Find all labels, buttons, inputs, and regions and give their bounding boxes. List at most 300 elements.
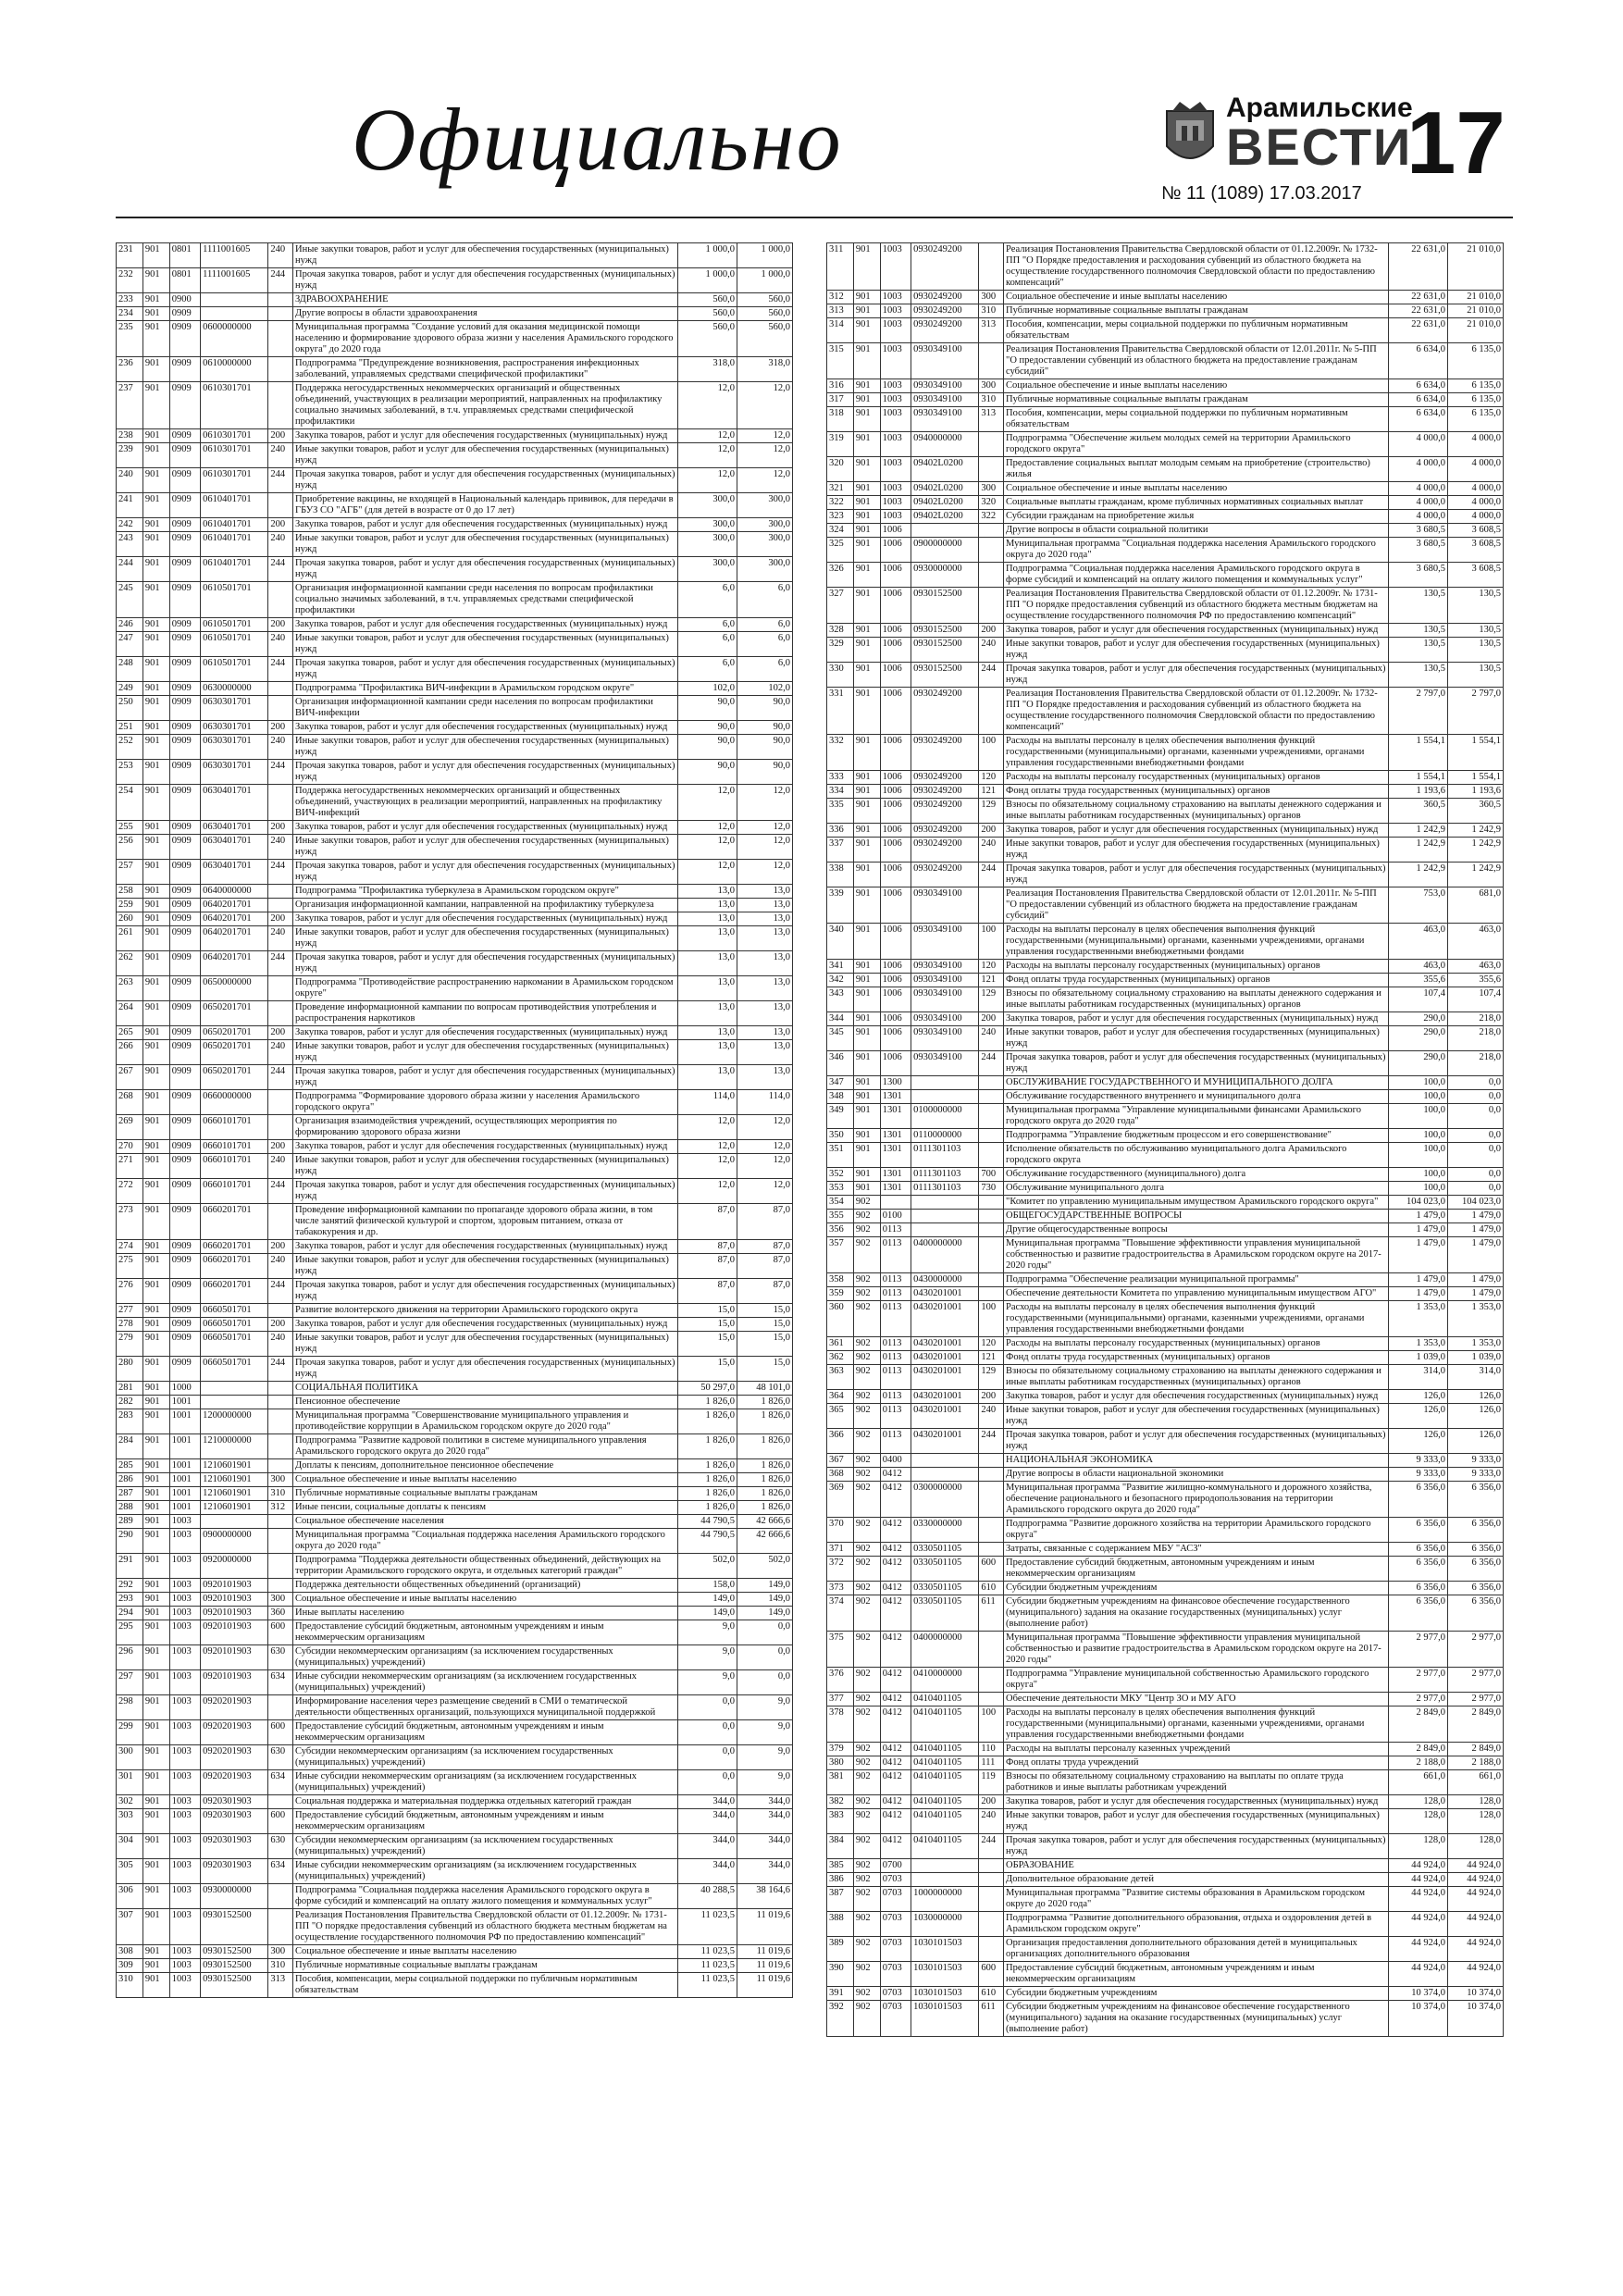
amount-2019: 9 333,0 xyxy=(1447,1468,1503,1482)
row-number: 232 xyxy=(117,268,143,293)
table-row xyxy=(117,1515,793,1529)
section-code: 1003 xyxy=(880,379,911,393)
expense-name: Взносы по обязательному социальному страхованию на выплаты денежного содержания и иные выплаты работникам государственных (муниципальных) органов xyxy=(1004,987,1388,1012)
target-article-code xyxy=(201,1382,268,1396)
amount-2018: 3 680,5 xyxy=(1388,524,1447,538)
amount-2018: 130,5 xyxy=(1388,663,1447,688)
expense-type-code xyxy=(268,1795,293,1809)
amount-2018: 1 479,0 xyxy=(1388,1210,1447,1223)
amount-2018: 4 000,0 xyxy=(1388,432,1447,457)
target-article-code: 0930349100 xyxy=(911,887,979,924)
expense-name: Иные закупки товаров, работ и услуг для обеспечения государственных (муниципальных) нужд xyxy=(1004,638,1388,663)
amount-2018: 6 634,0 xyxy=(1388,379,1447,393)
target-article-code: 0630301701 xyxy=(201,696,268,721)
row-number: 369 xyxy=(827,1482,854,1518)
section-code: 1006 xyxy=(880,688,911,735)
admin-code: 901 xyxy=(142,1909,169,1945)
expense-type-code xyxy=(268,1204,293,1240)
row-number: 291 xyxy=(117,1554,143,1579)
row-number: 319 xyxy=(827,432,854,457)
admin-code: 901 xyxy=(853,588,880,624)
target-article-code: 1210601901 xyxy=(201,1501,268,1515)
admin-code: 902 xyxy=(853,1834,880,1859)
expense-type-code: 360 xyxy=(268,1607,293,1620)
expense-name: ОБРАЗОВАНИЕ xyxy=(1004,1859,1388,1873)
expense-name: Подпрограмма "Социальная поддержка населения Арамильского городского округа в форме субсидий и компенсаций на оплату жилого помещения и коммунальных услуг" xyxy=(1004,563,1388,588)
table-row xyxy=(827,960,1504,974)
target-article-code: 0920301903 xyxy=(201,1809,268,1834)
amount-2019: 44 924,0 xyxy=(1447,1887,1503,1912)
expense-name: Муниципальная программа "Совершенствование муниципального управления и противодействие коррупции в Арамильском городском округе до 2020 года" xyxy=(293,1409,677,1434)
amount-2018: 2 977,0 xyxy=(1388,1668,1447,1693)
section-code: 0412 xyxy=(880,1482,911,1518)
table-row xyxy=(117,1770,793,1795)
expense-type-code: 244 xyxy=(268,468,293,493)
amount-2019: 1 826,0 xyxy=(737,1473,792,1487)
admin-code: 902 xyxy=(853,1482,880,1518)
admin-code: 901 xyxy=(853,318,880,343)
admin-code: 901 xyxy=(142,760,169,785)
row-number: 382 xyxy=(827,1795,854,1809)
table-row xyxy=(827,863,1504,887)
target-article-code xyxy=(911,1454,979,1468)
amount-2018: 300,0 xyxy=(677,493,737,518)
section-code: 1003 xyxy=(880,496,911,510)
amount-2019: 44 924,0 xyxy=(1447,1873,1503,1887)
table-row xyxy=(827,1557,1504,1582)
section-code: 0703 xyxy=(880,1873,911,1887)
section-code: 1003 xyxy=(169,1554,200,1579)
target-article-code: 0930349100 xyxy=(911,1051,979,1076)
expense-type-code xyxy=(979,1287,1004,1301)
row-number: 390 xyxy=(827,1962,854,1987)
amount-2018: 1 826,0 xyxy=(677,1473,737,1487)
section-code: 0909 xyxy=(169,1304,200,1318)
row-number: 380 xyxy=(827,1756,854,1770)
amount-2018: 13,0 xyxy=(677,1026,737,1040)
expense-name: Предоставление субсидий бюджетным, автономным учреждениям и иным некоммерческим организациям xyxy=(1004,1962,1388,1987)
admin-code: 902 xyxy=(853,1518,880,1543)
expense-name: Пенсионное обеспечение xyxy=(293,1396,677,1409)
admin-code: 902 xyxy=(853,1693,880,1706)
row-number: 271 xyxy=(117,1154,143,1179)
expense-type-code: 240 xyxy=(979,838,1004,863)
amount-2018: 10 374,0 xyxy=(1388,1987,1447,2001)
expense-name: Пособия, компенсации, меры социальной поддержки по публичным нормативным обязательствам xyxy=(293,1973,677,1998)
row-number: 365 xyxy=(827,1404,854,1429)
admin-code: 902 xyxy=(853,1937,880,1962)
amount-2018: 6 356,0 xyxy=(1388,1543,1447,1557)
amount-2019: 12,0 xyxy=(737,1154,792,1179)
row-number: 294 xyxy=(117,1607,143,1620)
section-code: 1003 xyxy=(169,1593,200,1607)
expense-name: Организация информационной кампании среди населения по вопросам профилактики социально значимых заболеваний, в т.ч. управляемых средствами специфической профилактики xyxy=(293,582,677,618)
table-row xyxy=(827,1129,1504,1143)
row-number: 328 xyxy=(827,624,854,638)
admin-code: 902 xyxy=(853,1273,880,1287)
expense-name: Иные закупки товаров, работ и услуг для обеспечения государственных (муниципальных) нужд xyxy=(293,532,677,557)
expense-name: Подпрограмма "Социальная поддержка населения Арамильского городского округа в форме субсидий и компенсаций на оплату жилого помещения и коммунальных услуг" xyxy=(293,1884,677,1909)
admin-code: 902 xyxy=(853,1987,880,2001)
table-row xyxy=(827,1859,1504,1873)
amount-2018: 44 924,0 xyxy=(1388,1873,1447,1887)
section-code: 0113 xyxy=(880,1223,911,1237)
amount-2018: 1 826,0 xyxy=(677,1459,737,1473)
expense-type-code: 200 xyxy=(979,624,1004,638)
amount-2018: 0,0 xyxy=(677,1745,737,1770)
expense-type-code: 100 xyxy=(979,1706,1004,1743)
row-number: 372 xyxy=(827,1557,854,1582)
expense-type-code xyxy=(268,1382,293,1396)
admin-code: 902 xyxy=(853,1301,880,1337)
section-code: 0801 xyxy=(169,268,200,293)
expense-name: Социальное обеспечение населения xyxy=(293,1515,677,1529)
amount-2018: 2 188,0 xyxy=(1388,1756,1447,1770)
amount-2018: 0,0 xyxy=(677,1695,737,1720)
row-number: 298 xyxy=(117,1695,143,1720)
amount-2019: 13,0 xyxy=(737,926,792,951)
section-code: 0909 xyxy=(169,696,200,721)
amount-2019: 344,0 xyxy=(737,1809,792,1834)
admin-code: 902 xyxy=(853,1223,880,1237)
expense-type-code xyxy=(268,1529,293,1554)
expense-type-code: 200 xyxy=(979,824,1004,838)
expense-name: Закупка товаров, работ и услуг для обеспечения государственных (муниципальных) нужд xyxy=(293,912,677,926)
row-number: 367 xyxy=(827,1454,854,1468)
section-code: 0909 xyxy=(169,357,200,382)
amount-2018: 1 554,1 xyxy=(1388,771,1447,785)
expense-name: Подпрограмма "Предупреждение возникновения, распространения инфекционных заболеваний, управляемых средствами специфической профилактики" xyxy=(293,357,677,382)
expense-type-code xyxy=(268,1304,293,1318)
section-code: 1006 xyxy=(880,824,911,838)
table-row xyxy=(117,735,793,760)
section-code: 0909 xyxy=(169,885,200,899)
amount-2018: 90,0 xyxy=(677,760,737,785)
target-article-code: 0930349100 xyxy=(911,407,979,432)
expense-name: Организация информационной кампании, направленной на профилактику туберкулеза xyxy=(293,899,677,912)
section-code: 1301 xyxy=(880,1168,911,1182)
amount-2018: 560,0 xyxy=(677,307,737,321)
expense-name: Прочая закупка товаров, работ и услуг для обеспечения государственных (муниципальных) нужд xyxy=(293,1357,677,1382)
expense-type-code: 200 xyxy=(979,1390,1004,1404)
table-row xyxy=(117,657,793,682)
amount-2018: 1 353,0 xyxy=(1388,1337,1447,1351)
admin-code: 901 xyxy=(142,1487,169,1501)
amount-2019: 44 924,0 xyxy=(1447,1962,1503,1987)
amount-2018: 102,0 xyxy=(677,682,737,696)
expense-name: Субсидии некоммерческим организациям (за исключением государственных (муниципальных) учреждений) xyxy=(293,1645,677,1670)
table-row xyxy=(117,885,793,899)
section-code: 1001 xyxy=(169,1501,200,1515)
row-number: 287 xyxy=(117,1487,143,1501)
section-code: 1003 xyxy=(169,1959,200,1973)
row-number: 351 xyxy=(827,1143,854,1168)
target-article-code: 0930349100 xyxy=(911,379,979,393)
amount-2019: 12,0 xyxy=(737,821,792,835)
admin-code: 901 xyxy=(142,243,169,268)
admin-code: 901 xyxy=(142,1770,169,1795)
expense-type-code: 200 xyxy=(268,1026,293,1040)
table-row xyxy=(117,268,793,293)
amount-2019: 1 353,0 xyxy=(1447,1337,1503,1351)
section-code: 1006 xyxy=(880,1026,911,1051)
row-number: 272 xyxy=(117,1179,143,1204)
table-row xyxy=(117,1473,793,1487)
table-row xyxy=(827,1987,1504,2001)
row-number: 371 xyxy=(827,1543,854,1557)
amount-2019: 21 010,0 xyxy=(1447,291,1503,304)
expense-name: Подпрограмма "Управление бюджетным процессом и его совершенствование" xyxy=(1004,1129,1388,1143)
expense-type-code xyxy=(268,682,293,696)
table-row xyxy=(827,563,1504,588)
table-row xyxy=(117,632,793,657)
amount-2018: 90,0 xyxy=(677,721,737,735)
target-article-code xyxy=(911,1223,979,1237)
expense-type-code: 300 xyxy=(268,1593,293,1607)
expense-name: Подпрограмма "Управление муниципальной собственностью Арамильского городского округа" xyxy=(1004,1668,1388,1693)
target-article-code: 0100000000 xyxy=(911,1104,979,1129)
table-row xyxy=(827,1287,1504,1301)
row-number: 354 xyxy=(827,1196,854,1210)
target-article-code xyxy=(201,293,268,307)
expense-type-code: 244 xyxy=(979,663,1004,688)
section-code: 0703 xyxy=(880,1912,911,1937)
amount-2019: 15,0 xyxy=(737,1304,792,1318)
admin-code: 901 xyxy=(142,293,169,307)
admin-code: 901 xyxy=(853,1026,880,1051)
table-row xyxy=(117,518,793,532)
amount-2019: 6 356,0 xyxy=(1447,1543,1503,1557)
target-article-code: 0650201701 xyxy=(201,1065,268,1090)
amount-2018: 6,0 xyxy=(677,582,737,618)
section-code: 0113 xyxy=(880,1404,911,1429)
amount-2019: 2 977,0 xyxy=(1447,1668,1503,1693)
table-row xyxy=(827,1104,1504,1129)
expense-type-code: 300 xyxy=(979,291,1004,304)
expense-name: ОБЩЕГОСУДАРСТВЕННЫЕ ВОПРОСЫ xyxy=(1004,1210,1388,1223)
target-article-code: 0430201001 xyxy=(911,1337,979,1351)
amount-2019: 463,0 xyxy=(1447,960,1503,974)
table-row xyxy=(117,1909,793,1945)
expense-type-code xyxy=(979,1693,1004,1706)
section-code: 0700 xyxy=(880,1859,911,1873)
table-row xyxy=(827,379,1504,393)
expense-type-code xyxy=(268,382,293,429)
section-code: 0909 xyxy=(169,532,200,557)
amount-2018: 114,0 xyxy=(677,1090,737,1115)
expense-type-code: 200 xyxy=(268,721,293,735)
table-row xyxy=(827,735,1504,771)
row-number: 311 xyxy=(827,243,854,291)
admin-code: 901 xyxy=(142,1240,169,1254)
table-row xyxy=(827,663,1504,688)
expense-name: НАЦИОНАЛЬНАЯ ЭКОНОМИКА xyxy=(1004,1454,1388,1468)
row-number: 253 xyxy=(117,760,143,785)
section-code: 1006 xyxy=(880,960,911,974)
section-code: 0113 xyxy=(880,1365,911,1390)
admin-code: 901 xyxy=(142,1279,169,1304)
admin-code: 901 xyxy=(853,538,880,563)
expense-type-code: 200 xyxy=(268,618,293,632)
expense-name: Закупка товаров, работ и услуг для обеспечения государственных (муниципальных) нужд xyxy=(1004,1795,1388,1809)
amount-2019: 6 356,0 xyxy=(1447,1482,1503,1518)
row-number: 292 xyxy=(117,1579,143,1593)
section-code: 1301 xyxy=(880,1104,911,1129)
amount-2019: 15,0 xyxy=(737,1357,792,1382)
row-number: 339 xyxy=(827,887,854,924)
expense-type-code xyxy=(979,1196,1004,1210)
expense-type-code xyxy=(268,1396,293,1409)
section-code: 0909 xyxy=(169,518,200,532)
section-code: 1003 xyxy=(169,1720,200,1745)
page-header xyxy=(0,0,1623,213)
table-row xyxy=(827,457,1504,482)
table-row xyxy=(827,1143,1504,1168)
section-code: 1006 xyxy=(880,638,911,663)
amount-2019: 218,0 xyxy=(1447,1012,1503,1026)
target-article-code: 1000000000 xyxy=(911,1887,979,1912)
expense-type-code: 244 xyxy=(268,1179,293,1204)
amount-2019: 12,0 xyxy=(737,785,792,821)
section-code: 0412 xyxy=(880,1595,911,1632)
row-number: 262 xyxy=(117,951,143,976)
row-number: 309 xyxy=(117,1959,143,1973)
expense-type-code xyxy=(268,1090,293,1115)
section-code: 0909 xyxy=(169,1254,200,1279)
amount-2019: 355,6 xyxy=(1447,974,1503,987)
target-article-code: 0610401701 xyxy=(201,532,268,557)
table-row xyxy=(117,1745,793,1770)
table-row xyxy=(117,1154,793,1179)
row-number: 240 xyxy=(117,468,143,493)
amount-2018: 13,0 xyxy=(677,912,737,926)
amount-2018: 100,0 xyxy=(1388,1143,1447,1168)
amount-2019: 104 023,0 xyxy=(1447,1196,1503,1210)
amount-2018: 128,0 xyxy=(1388,1809,1447,1834)
target-article-code: 0430201001 xyxy=(911,1365,979,1390)
expense-type-code: 121 xyxy=(979,1351,1004,1365)
target-article-code xyxy=(911,1076,979,1090)
amount-2019: 502,0 xyxy=(737,1554,792,1579)
section-code: 1003 xyxy=(880,510,911,524)
expense-type-code: 313 xyxy=(979,318,1004,343)
target-article-code: 0410000000 xyxy=(911,1668,979,1693)
row-number: 308 xyxy=(117,1945,143,1959)
target-article-code: 0410401105 xyxy=(911,1693,979,1706)
table-row xyxy=(827,1595,1504,1632)
amount-2019: 318,0 xyxy=(737,357,792,382)
section-code: 1001 xyxy=(169,1396,200,1409)
expense-name: Муниципальная программа "Развитие системы образования в Арамильском городском округе до 2020 года" xyxy=(1004,1887,1388,1912)
expense-type-code xyxy=(979,1937,1004,1962)
amount-2018: 44 790,5 xyxy=(677,1515,737,1529)
section-code: 1301 xyxy=(880,1090,911,1104)
row-number: 237 xyxy=(117,382,143,429)
amount-2019: 6,0 xyxy=(737,582,792,618)
section-code: 0909 xyxy=(169,682,200,696)
section-code: 0909 xyxy=(169,1040,200,1065)
amount-2019: 218,0 xyxy=(1447,1026,1503,1051)
row-number: 302 xyxy=(117,1795,143,1809)
expense-name: Субсидии бюджетным учреждениям xyxy=(1004,1582,1388,1595)
admin-code: 901 xyxy=(142,912,169,926)
amount-2018: 130,5 xyxy=(1388,588,1447,624)
amount-2019: 4 000,0 xyxy=(1447,432,1503,457)
expense-name: Расходы на выплаты персоналу государственных (муниципальных) органов xyxy=(1004,1337,1388,1351)
expense-name: Фонд оплаты труда государственных (муниципальных) органов xyxy=(1004,785,1388,799)
expense-name: Прочая закупка товаров, работ и услуг для обеспечения государственных (муниципальных) нужд xyxy=(1004,1051,1388,1076)
amount-2019: 13,0 xyxy=(737,1065,792,1090)
target-article-code xyxy=(911,524,979,538)
admin-code: 902 xyxy=(853,1557,880,1582)
table-row xyxy=(117,1040,793,1065)
amount-2018: 100,0 xyxy=(1388,1129,1447,1143)
expense-type-code: 200 xyxy=(268,429,293,443)
amount-2018: 290,0 xyxy=(1388,1012,1447,1026)
section-code: 0703 xyxy=(880,1887,911,1912)
expense-type-code: 240 xyxy=(268,1254,293,1279)
section-code: 0412 xyxy=(880,1834,911,1859)
amount-2018: 100,0 xyxy=(1388,1168,1447,1182)
expense-type-code xyxy=(268,696,293,721)
amount-2019: 1 826,0 xyxy=(737,1487,792,1501)
row-number: 306 xyxy=(117,1884,143,1909)
section-code: 0909 xyxy=(169,382,200,429)
row-number: 261 xyxy=(117,926,143,951)
expense-name: Прочая закупка товаров, работ и услуг для обеспечения государственных (муниципальных) нужд xyxy=(293,1065,677,1090)
table-row xyxy=(117,429,793,443)
row-number: 331 xyxy=(827,688,854,735)
row-number: 275 xyxy=(117,1254,143,1279)
admin-code: 901 xyxy=(142,357,169,382)
admin-code: 902 xyxy=(853,1390,880,1404)
amount-2019: 3 608,5 xyxy=(1447,538,1503,563)
amount-2019: 218,0 xyxy=(1447,1051,1503,1076)
row-number: 358 xyxy=(827,1273,854,1287)
amount-2018: 12,0 xyxy=(677,860,737,885)
amount-2018: 290,0 xyxy=(1388,1051,1447,1076)
row-number: 383 xyxy=(827,1809,854,1834)
table-row xyxy=(117,1065,793,1090)
amount-2019: 13,0 xyxy=(737,912,792,926)
expense-type-code xyxy=(979,1859,1004,1873)
budget-table-right xyxy=(826,242,1504,2037)
amount-2018: 1 826,0 xyxy=(677,1409,737,1434)
table-row xyxy=(827,482,1504,496)
section-code: 0412 xyxy=(880,1582,911,1595)
expense-name: Прочая закупка товаров, работ и услуг для обеспечения государственных (муниципальных) нужд xyxy=(1004,1834,1388,1859)
amount-2019: 12,0 xyxy=(737,382,792,429)
row-number: 270 xyxy=(117,1140,143,1154)
expense-name: Подпрограмма "Обеспечение жильем молодых семей на территории Арамильского городского округа" xyxy=(1004,432,1388,457)
expense-type-code: 240 xyxy=(268,443,293,468)
expense-type-code: 244 xyxy=(268,657,293,682)
amount-2019: 90,0 xyxy=(737,721,792,735)
left-column xyxy=(116,242,793,1998)
target-article-code: 0111301103 xyxy=(911,1143,979,1168)
amount-2019: 360,5 xyxy=(1447,799,1503,824)
target-article-code: 0920101903 xyxy=(201,1593,268,1607)
table-row xyxy=(117,1409,793,1434)
row-number: 303 xyxy=(117,1809,143,1834)
table-row xyxy=(827,1482,1504,1518)
table-row xyxy=(827,1454,1504,1468)
admin-code: 902 xyxy=(853,1582,880,1595)
amount-2018: 149,0 xyxy=(677,1607,737,1620)
amount-2018: 12,0 xyxy=(677,1140,737,1154)
admin-code: 901 xyxy=(142,493,169,518)
table-row xyxy=(117,1240,793,1254)
